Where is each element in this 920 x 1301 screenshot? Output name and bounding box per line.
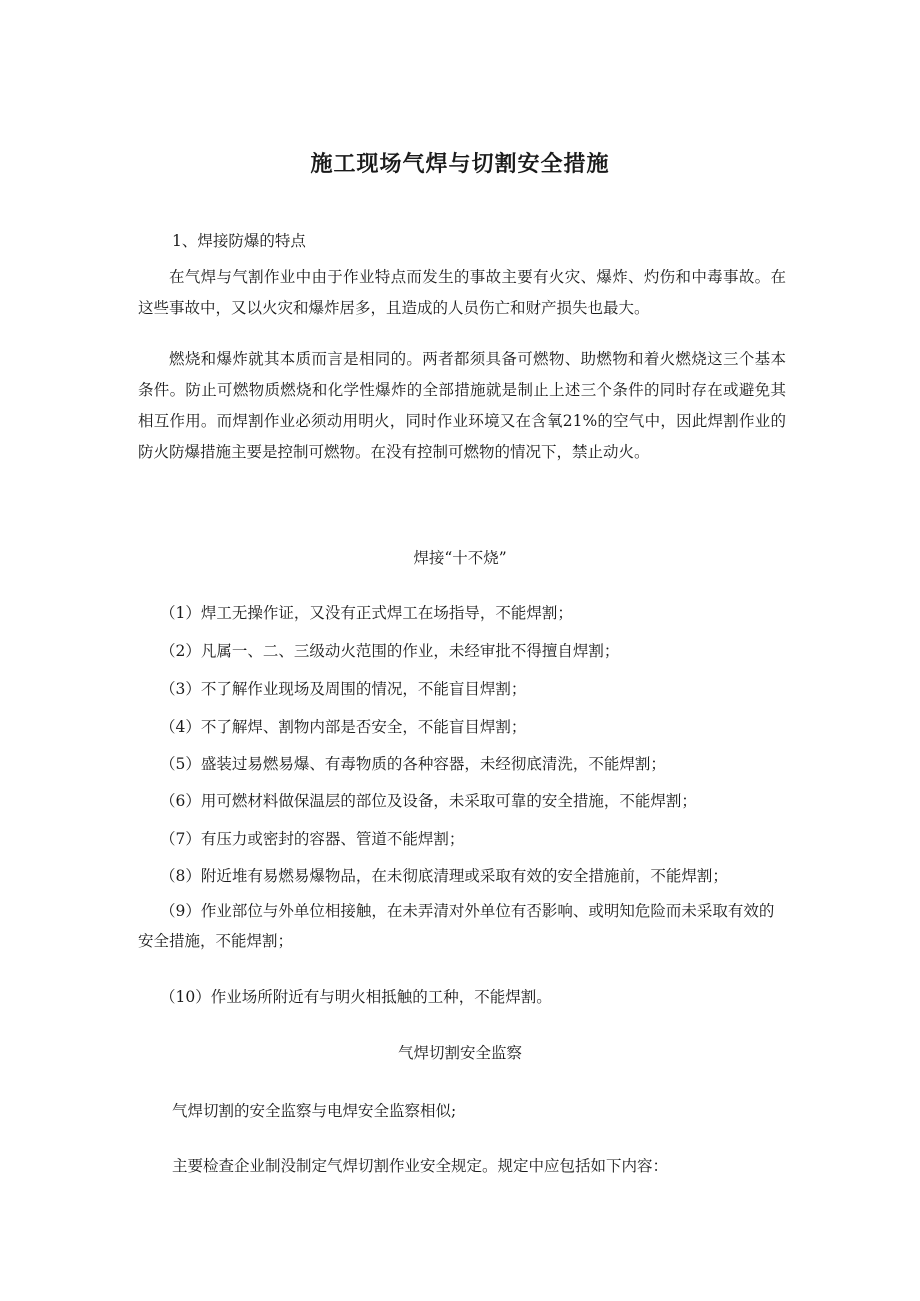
list-item: （9）作业部位与外单位相接触，在未弄清对外单位有否影响、或明知危险而未采取有效的安全措施，不能焊割； — [138, 902, 775, 950]
list-item: （2）凡属一、二、三级动火范围的作业，未经审批不得擅自焊割； — [160, 642, 620, 660]
paragraph-supervision-similar: 气焊切割的安全监察与电焊安全监察相似; — [172, 1102, 457, 1120]
section-heading-ten-no-welding: 焊接“十不烧” — [413, 549, 507, 567]
paragraph-supervision-regulations: 主要检查企业制没制定气焊切割作业安全规定。规定中应包括如下内容： — [172, 1157, 669, 1175]
paragraph-combustion-principles: 燃烧和爆炸就其本质而言是相同的。两者都须具备可燃物、助燃物和着火燃烧这三个基本条件。防止可燃物质燃烧和化学性爆炸的全部措施就是制止上述三个条件的同时存在或避免其相互作用。而焊割作业必须动用明火，同时作业环境又在含氧21%的空气中，因此焊割作业的防火防爆措施主要是控制可燃物。在没有控制可燃物的情况下，禁止动火。 — [138, 350, 786, 461]
list-item: （8）附近堆有易燃易爆物品，在未彻底清理或采取有效的安全措施前，不能焊割； — [160, 867, 728, 885]
list-item: （4）不了解焊、割物内部是否安全，不能盲目焊割； — [160, 718, 527, 736]
list-item: （7）有压力或密封的容器、管道不能焊割； — [160, 830, 465, 848]
list-item: （6）用可燃材料做保温层的部位及设备，未采取可靠的安全措施，不能焊割； — [160, 792, 697, 810]
paragraph-accident-types: 在气焊与气割作业中由于作业特点而发生的事故主要有火灾、爆炸、灼伤和中毒事故。在这些事故中，又以火灾和爆炸居多，且造成的人员伤亡和财产损失也最大。 — [138, 268, 786, 317]
page-title: 施工现场气焊与切割安全措施 — [310, 152, 610, 177]
section-heading-safety-supervision: 气焊切割安全监察 — [397, 1044, 522, 1062]
list-item: （1）焊工无操作证，又没有正式焊工在场指导，不能焊割； — [160, 604, 573, 622]
list-item: （3）不了解作业现场及周围的情况，不能盲目焊割； — [160, 680, 527, 698]
list-item: （5）盛装过易燃易爆、有毒物质的各种容器，未经彻底清洗，不能焊割； — [160, 755, 666, 773]
section-heading-explosion-features: 1、焊接防爆的特点 — [172, 232, 306, 250]
list-item: （10）作业场所附近有与明火相抵触的工种，不能焊割。 — [160, 988, 552, 1006]
